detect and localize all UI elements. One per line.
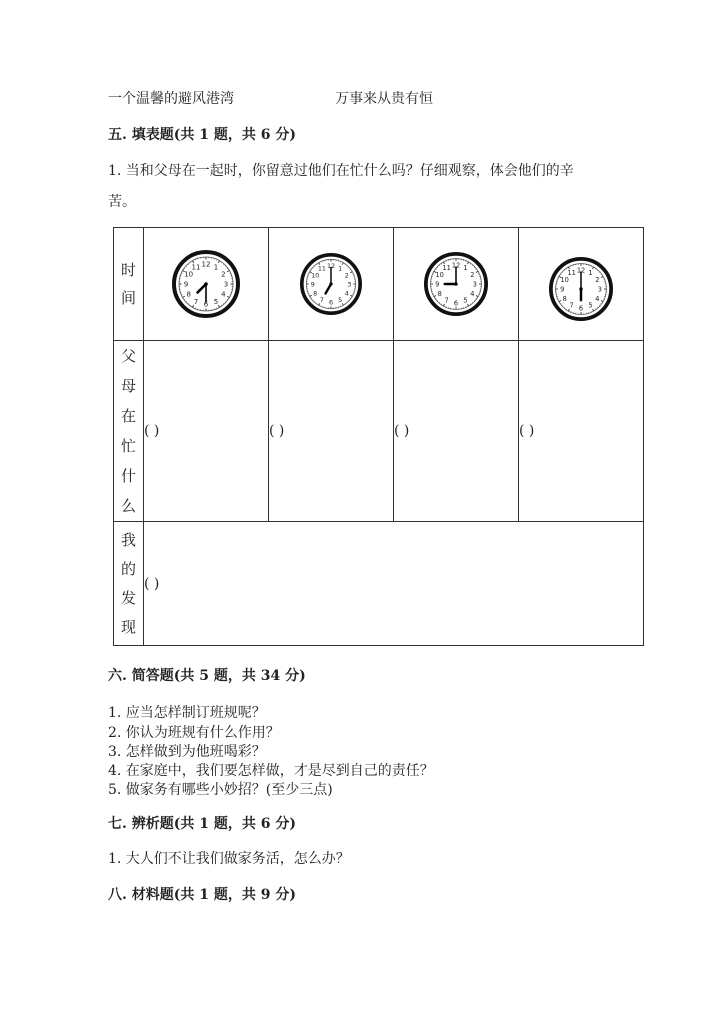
clock-numeral: 12 xyxy=(326,262,336,271)
clock-numeral: 8 xyxy=(562,294,567,303)
row-label-busy xyxy=(114,341,144,522)
clock-numeral: 10 xyxy=(560,276,569,285)
label-char: 在 xyxy=(120,407,136,425)
clock-numeral: 3 xyxy=(223,280,229,289)
clock-cell-4 xyxy=(519,228,644,341)
clock-numeral: 4 xyxy=(595,294,600,303)
clock-numeral: 3 xyxy=(347,280,352,289)
clock-numeral: 5 xyxy=(338,296,343,305)
clock-numeral: 9 xyxy=(183,280,189,289)
clock-numeral: 1 xyxy=(213,263,219,272)
clock-numeral: 12 xyxy=(576,266,586,275)
clock-numeral: 8 xyxy=(313,289,318,298)
clock-numeral: 9 xyxy=(435,280,440,289)
label-char: 时 xyxy=(120,261,136,279)
clock-numeral: 7 xyxy=(444,296,449,305)
clock-numeral: 2 xyxy=(221,270,226,279)
section5-question-line2: 苦。 xyxy=(108,194,136,210)
clock-numeral: 4 xyxy=(221,290,226,299)
answer-blank-2[interactable]: ( ) xyxy=(269,341,394,522)
clock-numeral: 6 xyxy=(203,300,209,309)
label-char: 么 xyxy=(120,497,136,515)
label-char: 我 xyxy=(120,530,136,549)
answer-blank-finding[interactable]: ( ) xyxy=(144,522,644,646)
header-motto-left: 一个温馨的避风港湾 xyxy=(108,91,234,107)
label-char: 忙 xyxy=(120,437,136,455)
clock-numeral: 1 xyxy=(588,269,593,278)
clock-numeral: 5 xyxy=(588,301,593,310)
section6-title: 六. 简答题(共 5 题，共 34 分) xyxy=(108,668,306,684)
clock-center xyxy=(454,282,457,285)
clock-icon xyxy=(172,250,240,318)
clock-numeral: 11 xyxy=(191,263,201,272)
section8-title: 八. 材料题(共 1 题，共 9 分) xyxy=(108,887,296,903)
section5-title: 五. 填表题(共 1 题，共 6 分) xyxy=(108,127,296,143)
clock-numeral: 10 xyxy=(311,271,320,280)
row-label-finding xyxy=(114,522,144,646)
clock-cell-3 xyxy=(394,228,519,341)
clock-numeral: 12 xyxy=(201,260,211,269)
section6-item-3: 3. 怎样做到为他班喝彩？ xyxy=(108,744,266,760)
clock-numeral: 10 xyxy=(435,271,444,280)
answer-blank-4[interactable]: ( ) xyxy=(519,341,644,522)
clock-icon xyxy=(549,257,613,321)
clock-numeral: 1 xyxy=(463,264,468,273)
clock-numeral: 6 xyxy=(578,304,584,313)
label-char: 发 xyxy=(120,588,136,607)
clock-numeral: 11 xyxy=(442,264,451,273)
clock-numeral: 5 xyxy=(463,296,468,305)
label-char: 母 xyxy=(120,377,136,395)
clock-icon xyxy=(300,253,362,315)
clock-numeral: 12 xyxy=(451,261,461,270)
label-char: 间 xyxy=(120,289,136,307)
clock-numeral: 1 xyxy=(338,264,343,273)
table-row-busy xyxy=(114,341,644,522)
label-char: 父 xyxy=(120,347,136,365)
answer-blank-1[interactable]: ( ) xyxy=(144,341,269,522)
clock-numeral: 11 xyxy=(567,269,576,278)
clock-numeral: 6 xyxy=(328,298,334,307)
clock-numeral: 11 xyxy=(317,264,326,273)
clock-cell-2 xyxy=(269,228,394,341)
section5-question-line1: 1. 当和父母在一起时，你留意过他们在忙什么吗？仔细观察，体会他们的辛 xyxy=(108,163,574,179)
clock-numeral: 6 xyxy=(453,299,459,308)
clock-icon xyxy=(424,252,488,316)
header-motto-right: 万事来从贵有恒 xyxy=(335,91,433,107)
answer-blank-3[interactable]: ( ) xyxy=(394,341,519,522)
row-label-time xyxy=(114,228,144,341)
section7-title: 七. 辨析题(共 1 题，共 6 分) xyxy=(108,816,296,832)
clock-numeral: 5 xyxy=(213,297,219,306)
clock-numeral: 3 xyxy=(472,280,477,289)
section7-question: 1. 大人们不让我们做家务活，怎么办？ xyxy=(108,851,350,867)
table-row-finding xyxy=(114,522,644,646)
section6-item-2: 2. 你认为班规有什么作用？ xyxy=(108,725,280,741)
clock-cell-1 xyxy=(144,228,269,341)
clock-numeral: 2 xyxy=(344,271,349,280)
clock-numeral: 7 xyxy=(193,297,199,306)
clock-numeral: 4 xyxy=(470,289,475,298)
clock-center xyxy=(329,282,332,285)
section6-item-5: 5. 做家务有哪些小妙招？(至少三点) xyxy=(108,782,333,798)
clock-numeral: 9 xyxy=(560,285,565,294)
clock-center xyxy=(579,287,582,290)
clock-numeral: 10 xyxy=(184,270,194,279)
clock-numeral: 7 xyxy=(319,296,324,305)
section6-item-4: 4. 在家庭中，我们要怎样做，才是尽到自己的责任？ xyxy=(108,763,434,779)
clock-numeral: 2 xyxy=(470,271,475,280)
clock-numeral: 7 xyxy=(569,301,574,310)
label-char: 的 xyxy=(120,559,136,578)
clock-center xyxy=(204,282,208,286)
label-char: 现 xyxy=(120,617,136,636)
clock-numeral: 4 xyxy=(344,289,349,298)
clock-numeral: 8 xyxy=(186,290,191,299)
section6-item-1: 1. 应当怎样制订班规呢？ xyxy=(108,705,266,721)
label-char: 什 xyxy=(120,467,136,485)
fill-table xyxy=(113,227,644,646)
table-row-time xyxy=(114,228,644,341)
clock-numeral: 2 xyxy=(595,276,600,285)
clock-numeral: 8 xyxy=(437,289,442,298)
clock-numeral: 9 xyxy=(310,280,315,289)
clock-numeral: 3 xyxy=(597,285,602,294)
